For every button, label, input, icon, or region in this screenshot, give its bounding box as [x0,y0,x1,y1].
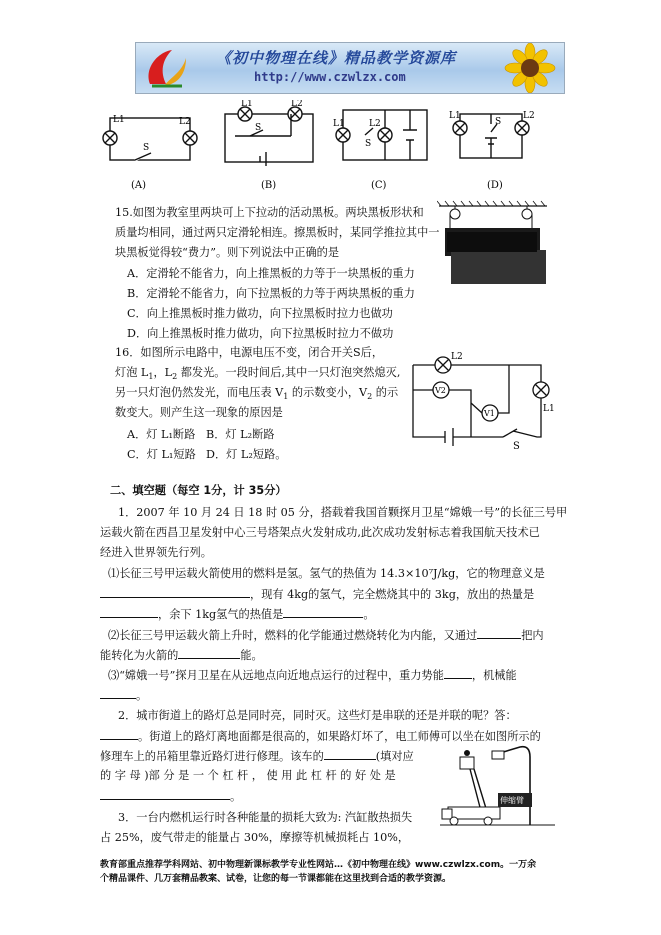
q16-fig-v1-label: V1 [484,409,495,418]
answer-blank-heat-released[interactable] [100,606,158,618]
header-banner [135,42,565,94]
q16-line-4: 数变大。则产生这一现象的原因是 [115,406,283,419]
fill-q1-sub1-line-3-end: 。 [363,608,375,621]
fill-q1-line-1: 1．2007 年 10 月 24 日 18 时 05 分，搭载着我国首颗探月卫星“嫦娥一号”的长征三号甲 [118,506,568,519]
fill-q1-sub2-line-2-text: 能转化为火箭的 [100,649,179,662]
site-logo-icon [142,46,188,90]
q16-line-2-sub2: 2 [172,372,178,382]
q16-line-2-pre: 灯泡 L [115,366,149,379]
q16-option-d: D．灯 L₂短路。 [206,448,287,461]
fill-q1-sub3-line-1-end: ，机械能 [471,669,517,682]
banner-url[interactable]: http://www.czwlzx.com [254,70,406,84]
fill-q2-line-4: 的 字 母 )部 分 是 一 个 杠 杆 ， 使 用 此 杠 杆 的 好 处 是 [100,769,396,782]
q15-option-c: C．向上推黑板时推力做功，向下拉黑板时拉力也做功 [127,307,393,320]
q16-line-2 [115,365,400,384]
answer-blank-mechanical-energy[interactable] [100,687,136,699]
q15-line-1: 15.如图为教室里两块可上下拉动的活动黑板。两块黑板形状和 [115,206,424,219]
circuit-diagrams-figure [95,100,535,195]
q16-line-1: 16．如图所示电路中，电源电压不变，闭合开关S后， [115,346,384,359]
caption-c: (C) [371,180,387,191]
q16-fig-switch-label: S [513,441,520,452]
banner-title: 《初中物理在线》精品教学资源库 [216,49,457,67]
fill-q1-sub1-line-3-text: ，余下 1kg氢气的热值是 [158,608,284,621]
fill-q2-line-3-text: 修理车上的吊箱里靠近路灯进行修理。该车的 [100,750,324,763]
circuit-c-l2-label: L2 [369,119,381,129]
fill-q1-sub3-line-2-end: 。 [136,689,148,702]
fill-q3-line-1: 3．一台内燃机运行时各种能量的损耗大致为: 汽缸散热损失 [118,811,413,824]
fill-q1-sub2-line-1 [108,627,544,643]
q16-option-a: A．灯 L₁断路 [127,428,196,441]
q16-option-b: B．灯 L₂断路 [206,428,275,441]
fill-q1-sub1-line-2-text: ，现有 4kg的氢气，完全燃烧其中的 3kg，放出的热量是 [250,588,535,601]
q15-line-3: 块黑板觉得较“费力”。则下列说法中正确的是 [115,246,340,259]
caption-a: (A) [131,180,147,191]
q16-line-2-mid: ，L [153,366,173,379]
fill-q1-sub1-line-2 [100,586,534,602]
telescopic-arm-label: 伸缩臂 [500,796,524,805]
q16-line-3-pre: 另一只灯泡仍然发光，而电压表 V [115,386,284,399]
answer-blank-series-or-parallel[interactable] [100,728,138,740]
circuit-b-switch-label: S [255,123,262,133]
fill-q1-sub3-line-1 [108,667,517,683]
q16-line-3-post: 的示 [372,386,399,399]
answer-blank-rocket-energy[interactable] [178,647,240,659]
q15-option-b: B．定滑轮不能省力，向下拉黑板的力等于两块黑板的重力 [127,287,415,300]
fill-q1-sub3-line-2 [100,687,147,703]
repair-truck-figure [440,735,555,830]
circuit-a-l2-label: L2 [179,117,191,127]
q16-line-2-sub1: 1 [148,372,154,382]
q16-fig-l2-label: L2 [451,352,463,362]
q16-line-3-sub1: 1 [283,392,289,402]
circuit-d-switch-label: S [495,117,502,127]
q16-line-3-mid: 的示数变小，V [288,386,368,399]
circuit-a-switch-label: S [143,143,150,153]
fill-q1-sub2-line-2 [100,647,263,663]
q16-fig-v2-label: V2 [435,386,446,395]
footer-line-2: 个精品课件、几万套精品教案、试卷，让您的每一节课都能在这里找到合适的教学资源。 [100,874,452,884]
caption-d: (D) [487,180,503,191]
fill-q1-sub2-line-1-end: 把内 [521,629,544,642]
q15-line-2: 质量均相同，通过两只定滑轮相连。擦黑板时，某同学推拉其中一 [115,226,440,239]
answer-blank-potential-energy[interactable] [444,667,472,679]
circuit-a-l1-label: L1 [113,115,125,125]
fill-q1-sub1-line-3 [100,606,375,622]
fill-q1-line-2: 运载火箭在西昌卫星发射中心三号塔架点火发射成功,此次成功发射标志着我国航天技术已 [100,526,540,539]
q15-option-a: A．定滑轮不能省力，向上推黑板的力等于一块黑板的重力 [127,267,415,280]
fill-q2-line-3-end: (填对应 [375,750,414,763]
answer-blank-remaining-heat-value[interactable] [283,606,363,618]
fill-q1-line-3: 经进入世界领先行列。 [100,546,212,559]
fill-q1-sub2-line-1-text: ⑵长征三号甲运载火箭上升时，燃料的化学能通过燃烧转化为内能，又通过 [108,629,478,642]
q16-circuit-figure [405,345,555,455]
answer-blank-energy-process[interactable] [477,627,521,639]
q15-option-d: D．向上推黑板时推力做功，向下拉黑板时拉力不做功 [127,327,394,340]
section-2-heading: 二、填空题（每空 1分，计 35分） [110,484,287,497]
circuit-c-l1-label: L1 [333,119,345,129]
q16-line-3 [115,385,398,404]
answer-blank-lever-part[interactable] [324,748,376,760]
q16-line-2-post: 都发光。一段时间后,其中一只灯泡突然熄灭, [177,366,401,379]
circuit-b-l1-label: L1 [241,100,253,109]
page-footer [100,858,536,886]
fill-q2-line-2-text: 。街道上的路灯离地面都是很高的，如果路灯坏了，电工师傅可以坐在如图所示的 [138,730,541,743]
circuit-c-switch-label: S [365,139,372,149]
fill-q1-sub3-line-1-text: ⑶“嫦娥一号”探月卫星在从远地点向近地点运行的过程中，重力势能 [108,669,444,682]
fill-q2-line-5 [100,788,241,804]
fill-q2-line-5-end: 。 [230,790,242,803]
fill-q2-line-1: 2．城市街道上的路灯总是同时亮，同时灭。这些灯是串联的还是并联的呢？答： [118,709,517,722]
circuit-d-l1-label: L1 [449,111,461,121]
footer-line-1: 教育部重点推荐学科网站、初中物理新课标教学专业性网站…《初中物理在线》www.czwlzx.com。一万余 [100,860,537,870]
q16-option-c: C．灯 L₁短路 [127,448,196,461]
q16-fig-l1-label: L1 [543,404,555,414]
blackboard-pulley-figure [437,200,549,295]
q16-line-3-sub2: 2 [367,392,373,402]
fill-q1-sub1-line-1: ⑴长征三号甲运载火箭使用的燃料是氢。氢气的热值为 14.3×10⁷J/kg，它的物理意义是 [108,567,545,580]
caption-b: (B) [261,180,277,191]
answer-blank-lever-benefit[interactable] [100,788,230,800]
answer-blank-hydrogen-meaning[interactable] [100,586,250,598]
circuit-b-l2-label: L2 [291,100,303,109]
sunflower-icon [490,43,560,93]
fill-q1-sub2-line-2-end: 能。 [240,649,263,662]
fill-q2-line-3 [100,748,414,764]
fill-q3-line-2: 占 25%，废气带走的能量占 30%，摩擦等机械损耗占 10%， [100,831,410,844]
circuit-d-l2-label: L2 [523,111,535,121]
